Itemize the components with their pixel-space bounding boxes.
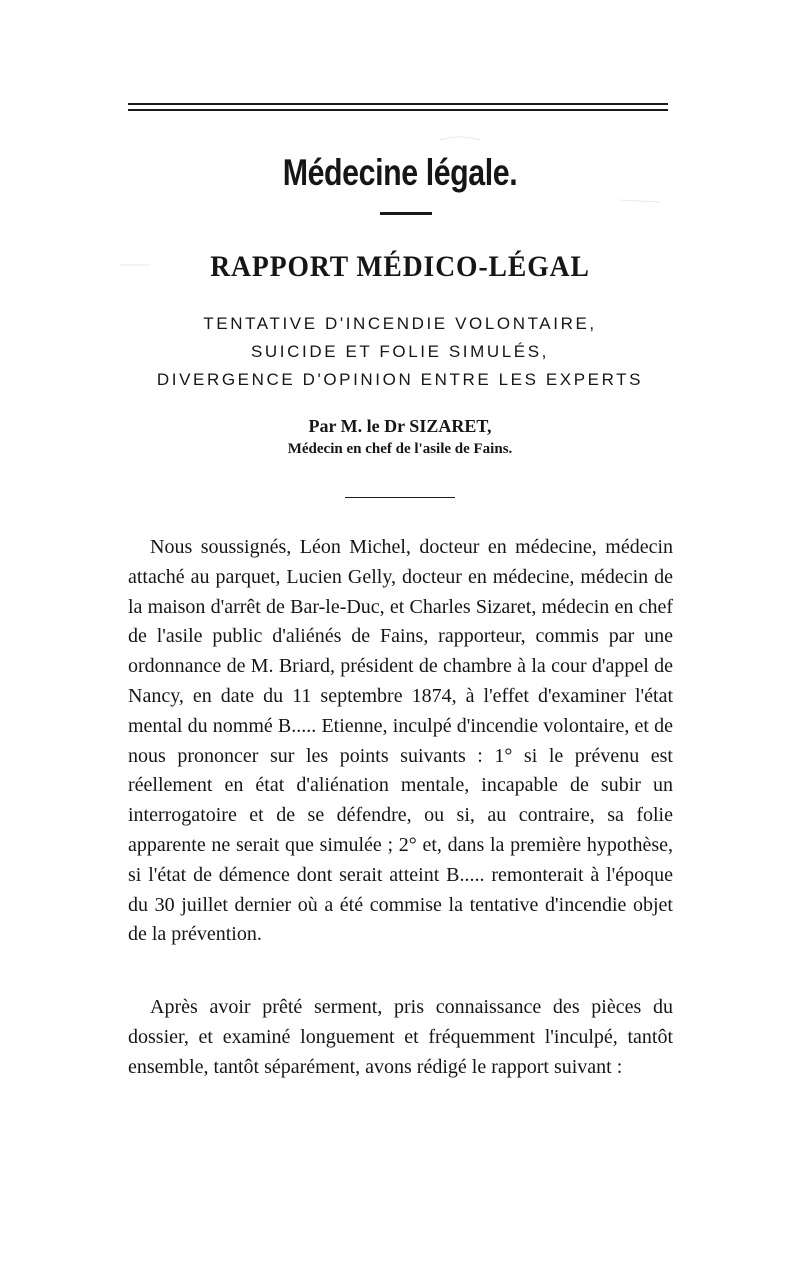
header-rule-lower	[128, 109, 668, 111]
header-rule-upper	[128, 103, 668, 105]
subtitle-line-1: TENTATIVE D'INCENDIE VOLONTAIRE,	[203, 314, 597, 333]
author-line: Par M. le Dr SIZARET,	[308, 416, 492, 436]
body-paragraph-2-block	[128, 993, 673, 1082]
section-heading: Médecine légale.	[282, 152, 518, 193]
body-paragraph-2: Après avoir prêté serment, pris connaissance des pièces du dossier, et examiné longuement et fréquemment l'inculpé, tantôt ensemble, tantôt séparément, avons rédigé le rapport suivant :	[128, 996, 673, 1078]
subtitle-line-2: SUICIDE ET FOLIE SIMULÉS,	[250, 342, 550, 361]
body-paragraph-1: Nous soussignés, Léon Michel, docteur en médecine, médecin attaché au parquet, Lucien Gelly, docteur en médecine, médecin de la maison d'arrêt de Bar-le-Duc, et Charles Sizaret, médecin en chef de l'asile public d'aliénés de Fains, rapporteur, commis par une ordonnance de M. Briard, président de chambre à la cour d'appel de Nancy, en date du 11 septembre 1874, à l'effet d'examiner l'état mental du nommé B..... Etienne, inculpé d'incendie volontaire, et de nous prononcer sur les points suivants : 1° si le prévenu est réellement en état d'aliénation mentale, incapable de subir un interrogatoire et de se défendre, ou si, au contraire, sa folie apparente ne serait que simulée ; 2° et, dans la première hypothèse, si l'état de démence dont serait atteint B..... remonterait à l'époque du 30 juillet dernier où a été commise la tentative d'incendie objet de la prévention.	[128, 536, 673, 946]
body-paragraph-1-block	[128, 533, 673, 950]
heading-divider	[380, 212, 432, 215]
section-divider	[345, 497, 455, 498]
subtitle-line-3: DIVERGENCE D'OPINION ENTRE LES EXPERTS	[156, 370, 644, 389]
report-title: RAPPORT MÉDICO-LÉGAL	[210, 250, 590, 283]
author-affiliation: Médecin en chef de l'asile de Fains.	[287, 441, 513, 457]
